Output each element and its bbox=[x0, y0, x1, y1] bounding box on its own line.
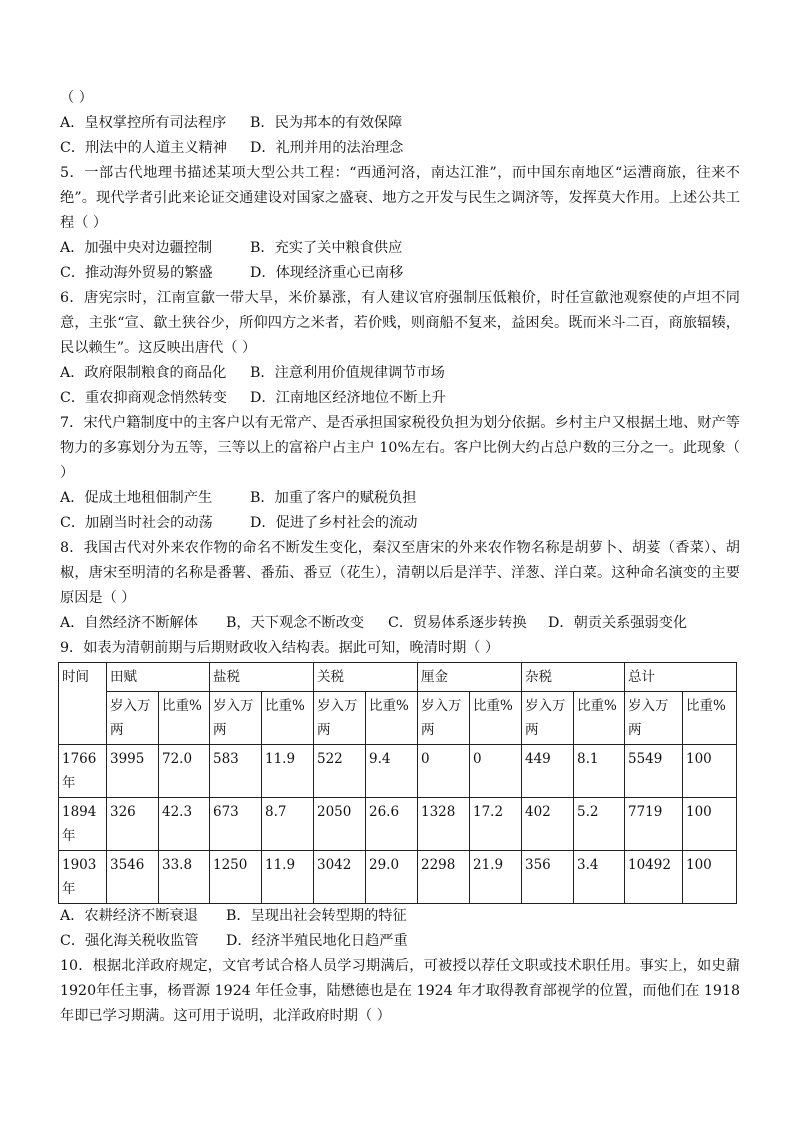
q4-options-row2 bbox=[60, 136, 740, 161]
table-cell: 5549 bbox=[625, 745, 683, 798]
table-group-header: 厘金 bbox=[418, 663, 522, 692]
q8-option-b: B，天下观念不断改变 bbox=[226, 615, 365, 631]
q9-option-a: A．农耕经济不断衰退 bbox=[60, 908, 198, 924]
table-cell: 3.4 bbox=[574, 851, 625, 904]
table-group-header: 盐税 bbox=[210, 663, 314, 692]
table-subheader: 比重% bbox=[262, 692, 314, 745]
table-cell: 10492 bbox=[625, 851, 683, 904]
q4-option-b: B．民为邦本的有效保障 bbox=[250, 115, 403, 131]
table-cell: 100 bbox=[683, 851, 737, 904]
table-subheader: 比重% bbox=[683, 692, 737, 745]
table-cell: 583 bbox=[210, 745, 262, 798]
q7-stem: 7．宋代户籍制度中的主客户以有无常产、是否承担国家税役负担为划分依据。乡村主户又根据土地、财产等物力的多寡划分为五等，三等以上的富裕户占主户 10%左右。客户比例大约占总户数的三分之一。此现象（ ） bbox=[60, 415, 740, 481]
table-subheader: 岁入万两 bbox=[522, 692, 574, 745]
table-group-header: 杂税 bbox=[522, 663, 625, 692]
table-cell: 100 bbox=[683, 798, 737, 851]
q8-option-a: A．自然经济不断解体 bbox=[60, 615, 198, 631]
q6-options-row2 bbox=[60, 386, 740, 411]
q4-option-a: A．皇权掌控所有司法程序 bbox=[60, 115, 227, 131]
q7-option-a: A．促成土地租佃制产生 bbox=[60, 490, 213, 506]
table-cell: 1250 bbox=[210, 851, 262, 904]
table-cell: 8.1 bbox=[574, 745, 625, 798]
q8-option-d: D．朝贡关系强弱变化 bbox=[548, 615, 688, 631]
q6-option-a: A．政府限制粮食的商品化 bbox=[60, 365, 227, 381]
q5-option-a: A．加强中央对边疆控制 bbox=[60, 240, 213, 256]
q6-option-d: D．江南地区经济地位不断上升 bbox=[250, 390, 446, 406]
table-cell: 0 bbox=[470, 745, 522, 798]
table-subheader: 岁入万两 bbox=[210, 692, 262, 745]
table-cell: 29.0 bbox=[366, 851, 418, 904]
q4-option-c: C．刑法中的人道主义精神 bbox=[60, 140, 227, 156]
table-cell: 1903年 bbox=[59, 851, 107, 904]
table-cell: 7719 bbox=[625, 798, 683, 851]
table-cell: 1894年 bbox=[59, 798, 107, 851]
table-subheader: 比重% bbox=[159, 692, 210, 745]
table-subheader: 岁入万两 bbox=[107, 692, 159, 745]
table-cell: 522 bbox=[314, 745, 366, 798]
table-group-header: 田赋 bbox=[107, 663, 210, 692]
table-cell: 449 bbox=[522, 745, 574, 798]
q6-stem: 6．唐宪宗时，江南宣歙一带大旱，米价暴涨，有人建议官府强制压低粮价，时任宣歙池观察使的卢坦不同意，主张“宣、歙土狭谷少，所仰四方之米者，若价贱，则商船不复来，益困矣。既而米斗二百，商旅辐辏，民以赖生”。这反映出唐代（ ） bbox=[60, 290, 740, 356]
q9-option-b: B．呈现出社会转型期的特征 bbox=[226, 908, 407, 924]
table-cell: 21.9 bbox=[470, 851, 522, 904]
q10-stem: 10．根据北洋政府规定，文官考试合格人员学习期满后，可被授以荐任文职或技术职任用。事实上，如史鼐 1920年任主事，杨晋源 1924 年任佥事，陆懋德也是在 1924 年才取得教育部视学的位置，而他们在 1918 年即已学习期满。这可用于说明，北洋政府时期（ ） bbox=[60, 958, 740, 1024]
table-subheader: 比重% bbox=[470, 692, 522, 745]
table-group-header: 关税 bbox=[314, 663, 418, 692]
table-subheader: 岁入万两 bbox=[625, 692, 683, 745]
table-cell: 42.3 bbox=[159, 798, 210, 851]
q9-option-c: C．强化海关税收监管 bbox=[60, 933, 199, 949]
table-cell: 3995 bbox=[107, 745, 159, 798]
q4-option-d: D．礼刑并用的法治理念 bbox=[250, 140, 404, 156]
table-cell: 2298 bbox=[418, 851, 470, 904]
q7-option-b: B．加重了客户的赋税负担 bbox=[250, 490, 417, 506]
table-row bbox=[59, 745, 737, 798]
table-cell: 1328 bbox=[418, 798, 470, 851]
table-cell: 673 bbox=[210, 798, 262, 851]
q9-option-d: D．经济半殖民地化日趋严重 bbox=[226, 933, 408, 949]
table-cell: 8.7 bbox=[262, 798, 314, 851]
table-corner-cell: 时间 bbox=[59, 663, 107, 745]
exam-page bbox=[60, 86, 740, 1029]
table-subheader-row bbox=[59, 692, 737, 745]
table-cell: 2050 bbox=[314, 798, 366, 851]
table-cell: 11.9 bbox=[262, 745, 314, 798]
q8-options-row bbox=[60, 611, 740, 636]
table-cell: 3042 bbox=[314, 851, 366, 904]
q4-answer-blank: （ ） bbox=[60, 90, 93, 106]
q5-options-row2 bbox=[60, 261, 740, 286]
q9-stem: 9．如表为清朝前期与后期财政收入结构表。据此可知，晚清时期（ ） bbox=[60, 640, 500, 656]
table-cell: 326 bbox=[107, 798, 159, 851]
q4-options-row1 bbox=[60, 111, 740, 136]
q9-options-row2 bbox=[60, 929, 740, 954]
table-cell: 11.9 bbox=[262, 851, 314, 904]
table-cell: 33.8 bbox=[159, 851, 210, 904]
table-row bbox=[59, 851, 737, 904]
q6-options-row1 bbox=[60, 361, 740, 386]
q5-option-b: B．充实了关中粮食供应 bbox=[250, 240, 403, 256]
q7-option-c: C．加剧当时社会的动荡 bbox=[60, 515, 213, 531]
q9-options-row1 bbox=[60, 904, 740, 929]
q6-option-b: B．注意利用价值规律调节市场 bbox=[250, 365, 445, 381]
table-subheader: 岁入万两 bbox=[314, 692, 366, 745]
table-cell: 0 bbox=[418, 745, 470, 798]
q7-option-d: D．促进了乡村社会的流动 bbox=[250, 515, 418, 531]
q7-options-row1 bbox=[60, 486, 740, 511]
table-subheader: 岁入万两 bbox=[418, 692, 470, 745]
q5-option-c: C．推动海外贸易的繁盛 bbox=[60, 265, 213, 281]
table-group-header: 总计 bbox=[625, 663, 737, 692]
fiscal-revenue-table bbox=[58, 662, 737, 904]
q6-option-c: C．重农抑商观念悄然转变 bbox=[60, 390, 227, 406]
table-cell: 1766年 bbox=[59, 745, 107, 798]
table-row bbox=[59, 798, 737, 851]
q5-option-d: D．体现经济重心已南移 bbox=[250, 265, 404, 281]
table-cell: 100 bbox=[683, 745, 737, 798]
table-cell: 72.0 bbox=[159, 745, 210, 798]
table-cell: 356 bbox=[522, 851, 574, 904]
table-cell: 17.2 bbox=[470, 798, 522, 851]
table-header-row bbox=[59, 663, 737, 692]
table-cell: 26.6 bbox=[366, 798, 418, 851]
table-cell: 5.2 bbox=[574, 798, 625, 851]
table-subheader: 比重% bbox=[574, 692, 625, 745]
table-cell: 402 bbox=[522, 798, 574, 851]
table-cell: 9.4 bbox=[366, 745, 418, 798]
q8-stem: 8．我国古代对外来农作物的命名不断发生变化，秦汉至唐宋的外来农作物名称是胡萝卜、胡荽（香菜）、胡椒，唐宋至明清的名称是番薯、番茄、番豆（花生），清朝以后是洋芋、洋葱、洋白菜。这种命名演变的主要原因是（ ） bbox=[60, 540, 740, 606]
table-cell: 3546 bbox=[107, 851, 159, 904]
q8-option-c: C．贸易体系逐步转换 bbox=[388, 615, 527, 631]
q5-stem: 5．一部古代地理书描述某项大型公共工程：“西通河洛，南达江淮”，而中国东南地区“运漕商旅，往来不绝”。现代学者引此来论证交通建设对国家之盛衰、地方之开发与民生之调济等，发挥莫大作用。上述公共工程（ ） bbox=[60, 165, 740, 231]
q5-options-row1 bbox=[60, 236, 740, 261]
q7-options-row2 bbox=[60, 511, 740, 536]
table-subheader: 比重% bbox=[366, 692, 418, 745]
